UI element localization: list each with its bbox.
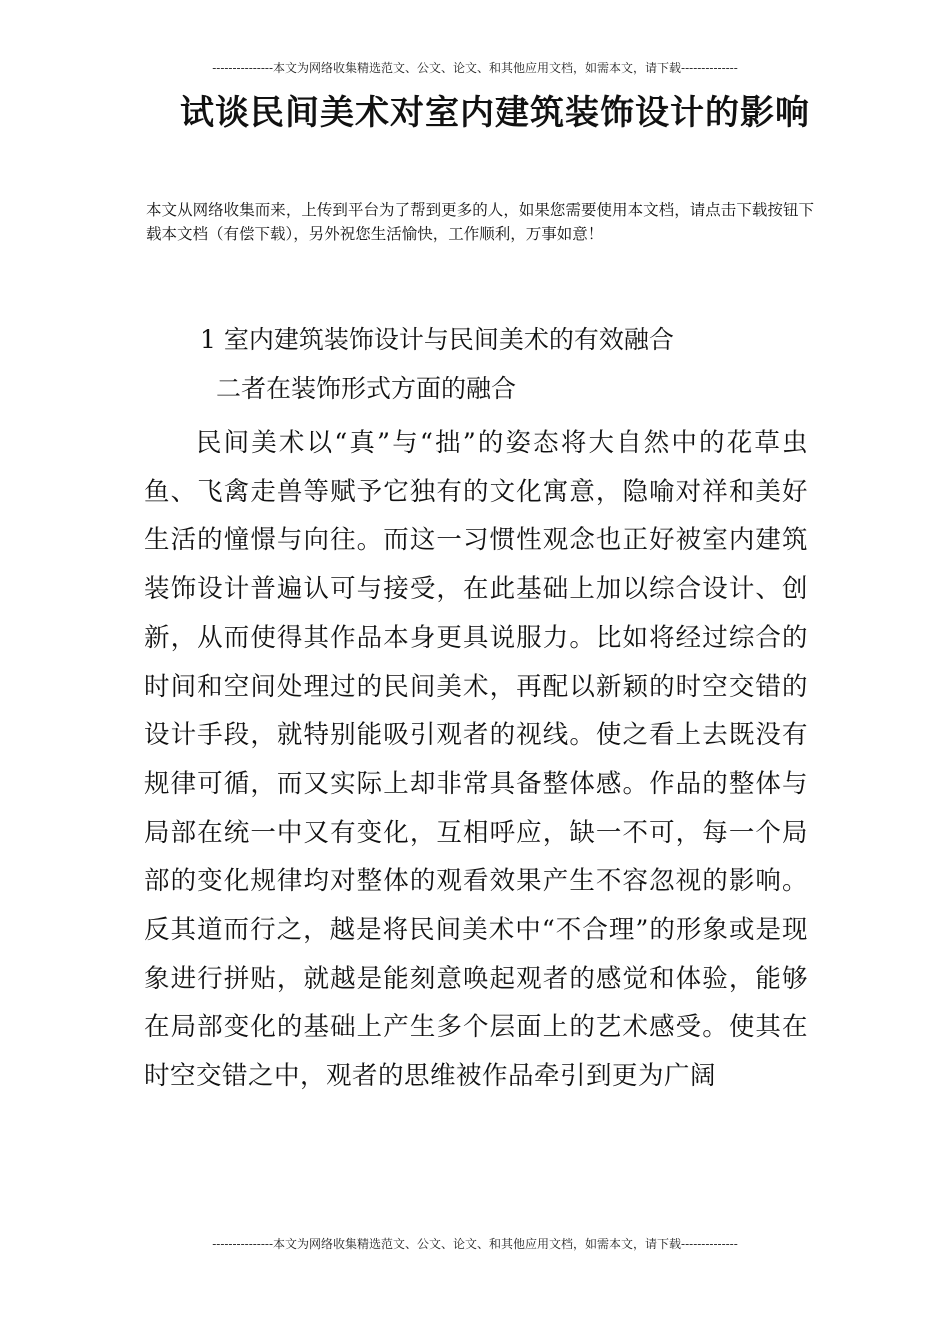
section-heading: 1 室内建筑装饰设计与民间美术的有效融合 [200,325,674,354]
page-header-notice: ---------------本文为网络收集精选范文、公文、论文、和其他应用文档，如需本文，请下载-------------- [212,61,738,75]
subsection-heading: 二者在装饰形式方面的融合 [216,374,517,403]
body-paragraph: 民间美术以“真”与“拙”的姿态将大自然中的花草虫鱼、飞禽走兽等赋予它独有的文化寓意，隐喻对祥和美好生活的憧憬与向往。而这一习惯性观念也正好被室内建筑装饰设计普遍认可与接受，在此基础上加以综合设计、创新，从而使得其作品本身更具说服力。比如将经过综合的时间和空间处理过的民间美术，再配以新颖的时空交错的设计手段，就特别能吸引观者的视线。使之看上去既没有规律可循，而又实际上却非常具备整体感。作品的整体与局部在统一中又有变化，互相呼应，缺一不可，每一个局部的变化规律均对整体的观看效果产生不容忽视的影响。反其道而行之，越是将民间美术中“不合理”的形象或是现象进行拼贴，就越是能刻意唤起观者的感觉和体验，能够在局部变化的基础上产生多个层面上的艺术感受。使其在时空交错之中，观者的思维被作品牵引到更为广阔 [144,428,808,1092]
document-title: 试谈民间美术对室内建筑装饰设计的影响 [180,93,810,133]
intro-paragraph: 本文从网络收集而来，上传到平台为了帮到更多的人，如果您需要使用本文档，请点击下载按钮下载本文档（有偿下载），另外祝您生活愉快，工作顺利，万事如意！ [146,201,814,243]
page-footer-notice: ---------------本文为网络收集精选范文、公文、论文、和其他应用文档，如需本文，请下载-------------- [212,1237,738,1251]
